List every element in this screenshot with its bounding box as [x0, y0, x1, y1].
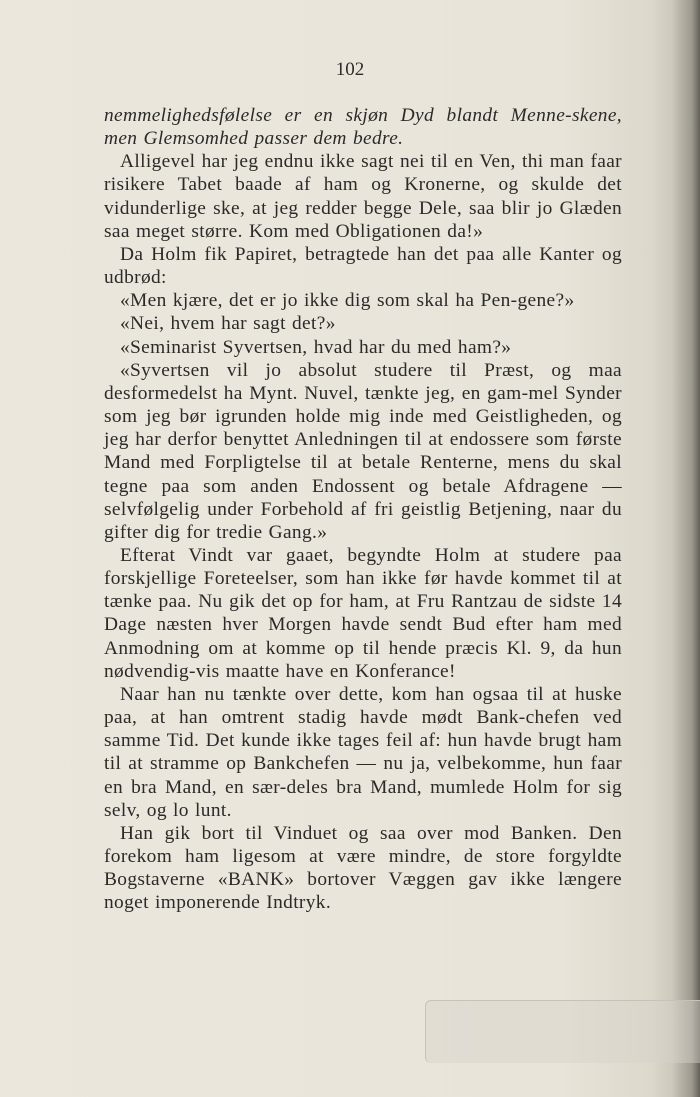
body-text: [104, 104, 622, 914]
paragraph-10: Han gik bort til Vinduet og saa over mod Banken. Den forekom ham ligesom at være mindre, de store forgyldte Bogstaverne «BANK» bortover Væggen gav ikke længere noget imponerende Indtryk.: [104, 822, 622, 914]
paragraph-4: «Men kjære, det er jo ikke dig som skal ha Pen-gene?»: [120, 290, 575, 312]
paragraph-3: Da Holm fik Papiret, betragtede han det paa alle Kanter og udbrød:: [104, 243, 622, 289]
paragraph-7: «Syvertsen vil jo absolut studere til Præst, og maa desformedelst ha Mynt. Nuvel, tænkte jeg, en gam-mel Synder som jeg bør igrunden holde mig inde med Geistligheden, og jeg har derfor benyttet Anledningen til at endossere som første Mand med Forpligtelse til at betale Renterne, mens du skal tegne paa som anden Endossent og betale Afdragene — selvfølgelig under Forbehold af fri geistlig Betjening, naar du gifter dig for tredie Gang.»: [104, 359, 622, 543]
paragraph-2: Alligevel har jeg endnu ikke sagt nei til en Ven, thi man faar risikere Tabet baade af ham og Kronerne, og skulde det vidunderlige ske, at jeg redder begge Dele, saa blir jo Glæden saa meget større. Kom med Obligationen da!»: [104, 151, 622, 242]
paragraph-1: nemmelighedsfølelse er en skjøn Dyd blandt Menne-skene, men Glemsomhed passer dem bedre.: [104, 105, 622, 150]
page-corner-fold: [425, 1000, 700, 1063]
paragraph-8: Efterat Vindt var gaaet, begyndte Holm at studere paa forskjellige Foreteelser, som han ikke før havde kommet til at tænke paa. Nu gik det op for ham, at Fru Rantzau de sidste 14 Dage næsten hver Morgen havde sendt Bud efter ham med Anmodning om at komme op til hende præcis Kl. 9, da hun nødvendig-vis maatte have en Konferance!: [104, 544, 622, 682]
paragraph-6: «Seminarist Syvertsen, hvad har du med ham?»: [120, 336, 512, 358]
page-number: 102: [335, 59, 365, 80]
paragraph-9: Naar han nu tænkte over dette, kom han ogsaa til at huske paa, at han omtrent stadig havde mødt Bank-chefen ved samme Tid. Det kunde ikke tages feil af: hun havde brugt ham til at stramme op Bankchefen — nu ja, velbekomme, hun faar en bra Mand, en sær-deles bra Mand, mumlede Holm for sig selv, og lo lunt.: [104, 683, 622, 821]
page-edge-shadow: [672, 0, 700, 1097]
paragraph-5: «Nei, hvem har sagt det?»: [120, 313, 336, 335]
